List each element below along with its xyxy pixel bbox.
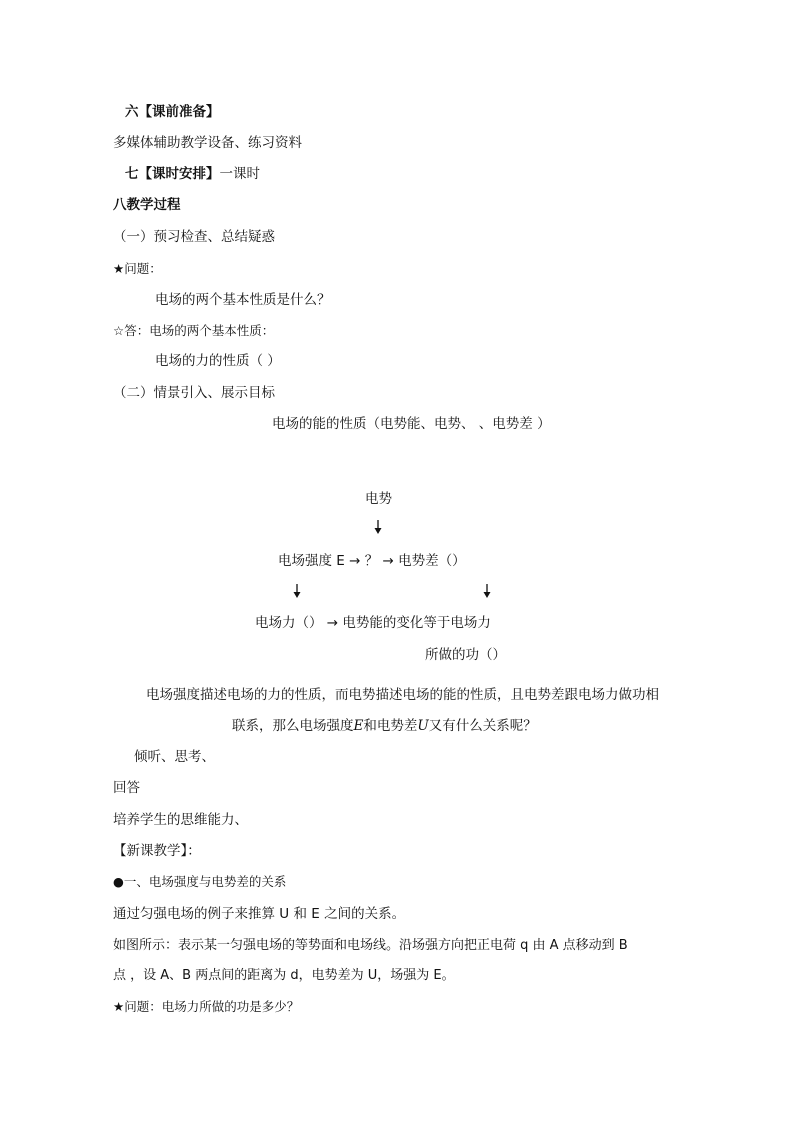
step1-answer-label: ☆答：电场的两个基本性质：	[113, 323, 275, 338]
section-prep-number: 六	[125, 104, 139, 120]
intro-line-2	[232, 717, 537, 735]
step2-title: （二）情景引入、展示目标	[113, 385, 275, 401]
down-arrow-icon	[373, 520, 383, 534]
symbol-e: E	[353, 718, 364, 734]
section-process-title: 八教学过程	[113, 197, 181, 213]
section-prep-content: 多媒体辅助教学设备、练习资料	[113, 135, 302, 151]
diagram-potential: 电势	[365, 491, 392, 507]
intro-text-a: 联系，那么电场强度	[232, 718, 354, 734]
new-lesson-question: ★问题：电场力所做的功是多少？	[113, 999, 300, 1014]
step1-title: （一）预习检查、总结疑惑	[113, 229, 275, 245]
section-prep-title: 【课前准备】	[138, 104, 220, 120]
diagram-potential-difference: 电势差（）	[398, 553, 466, 569]
new-lesson-subtitle: ●一、电场强度与电势差的关系	[113, 874, 287, 889]
right-arrow-icon: →	[326, 615, 339, 631]
diagram-energy-change: 电势能的变化等于电场力	[342, 615, 491, 631]
step1-question-text: 电场的两个基本性质是什么？	[155, 292, 331, 308]
section-time-value: 一课时	[219, 166, 260, 182]
right-arrow-icon: →	[349, 553, 361, 569]
teaching-goal: 培养学生的思维能力、	[113, 812, 248, 828]
section-time-title: 【课时安排】	[138, 166, 220, 182]
new-lesson-paragraph-2a: 如图所示：表示某一匀强电场的等势面和电场线。沿场强方向把正电荷 q 由 A 点移动到 B	[113, 938, 628, 953]
intro-text-b: 和电势差	[363, 718, 418, 734]
new-lesson-paragraph-2b: 点 ，设 A、B 两点间的距离为 d，电势差为 U，场强为 E。	[113, 968, 455, 983]
intro-text-c: 又有什么关系呢？	[428, 718, 537, 734]
down-arrow-icon	[292, 584, 302, 598]
symbol-u: U	[417, 718, 429, 734]
section-prep-heading	[125, 103, 220, 121]
diagram-field-strength: 电场强度 E	[278, 553, 345, 569]
section-time-number: 七	[125, 166, 139, 182]
diagram-electric-force: 电场力（）	[255, 615, 323, 631]
right-arrow-icon: →	[382, 553, 394, 569]
intro-line-1: 电场强度描述电场的力的性质，而电势描述电场的能的性质，且电势差跟电场力做功相	[146, 687, 659, 703]
step1-answer-force: 电场的力的性质（ ）	[155, 353, 281, 369]
diagram-bottom-row	[255, 614, 491, 632]
diagram-work-done: 所做的功（）	[425, 647, 506, 663]
diagram-middle-row	[278, 552, 466, 570]
section-time-heading	[125, 165, 260, 183]
step1-question-label: ★问题：	[113, 261, 162, 276]
student-activity-1: 倾听、思考、	[134, 749, 215, 765]
new-lesson-title: 【新课教学】：	[113, 843, 201, 859]
down-arrow-icon	[482, 584, 492, 598]
diagram-unknown: ？	[364, 553, 379, 569]
new-lesson-paragraph-1: 通过匀强电场的例子来推算 U 和 E 之间的关系。	[113, 906, 406, 922]
step2-answer-energy: 电场的能的性质（电势能、电势、 、电势差 ）	[272, 416, 551, 432]
student-activity-2: 回答	[113, 780, 140, 796]
